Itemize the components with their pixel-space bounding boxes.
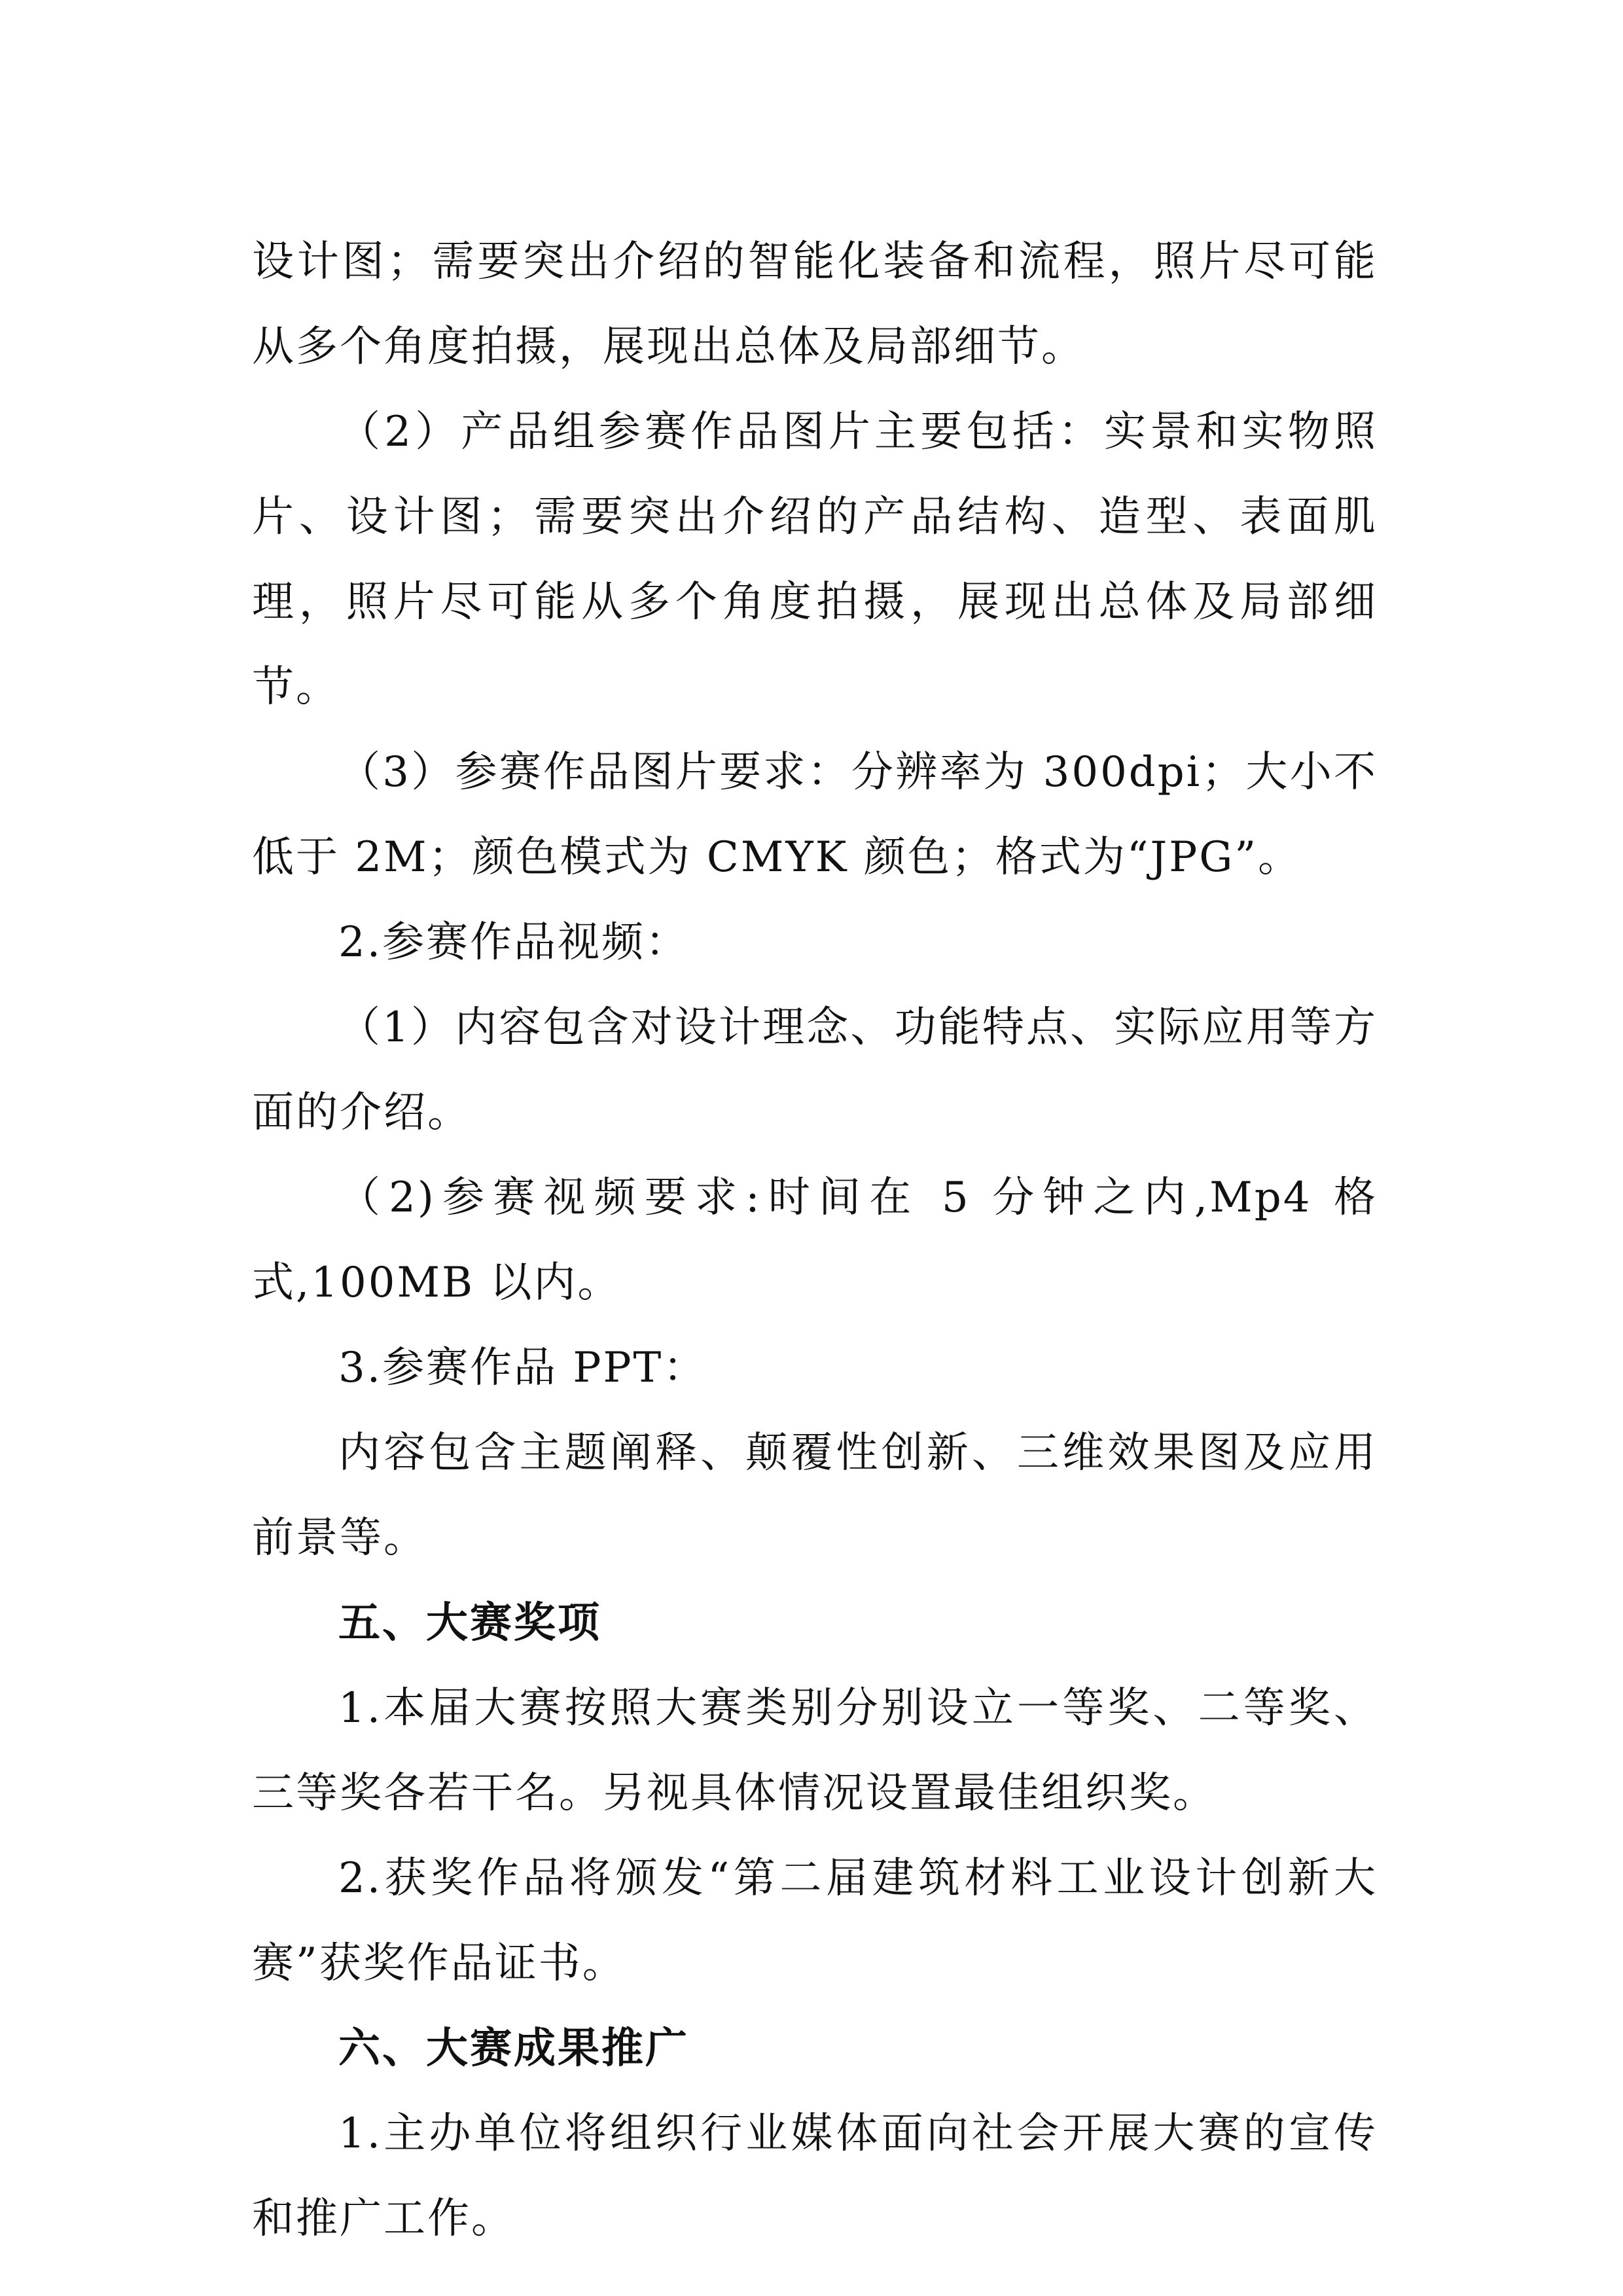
paragraph-video-content: （1）内容包含对设计理念、功能特点、实际应用等方面的介绍。 xyxy=(252,1003,1378,1137)
paragraph-image-requirements-continued: 设计图；需要突出介绍的智能化装备和流程，照片尽可能从多个角度拍摄，展现出总体及局部细节。 xyxy=(252,238,1378,371)
paragraph-awards-certificate: 2.获奖作品将颁发“第二届建筑材料工业设计创新大赛”获奖作品证书。 xyxy=(252,1854,1378,1988)
paragraph-image-format-requirements: （3）参赛作品图片要求：分辨率为 300dpi；大小不低于 2M；颜色模式为 CMYK 颜色；格式为“JPG”。 xyxy=(252,748,1378,882)
section-heading-promotion: 六、大赛成果推广 xyxy=(338,2024,689,2073)
section-heading-awards: 五、大赛奖项 xyxy=(338,1599,601,1647)
document-body xyxy=(252,219,1378,2261)
paragraph-ppt-content: 内容包含主题阐释、颠覆性创新、三维效果图及应用前景等。 xyxy=(252,1429,1378,1562)
paragraph-product-group-images: （2）产品组参赛作品图片主要包括：实景和实物照片、设计图；需要突出介绍的产品结构、造型、表面肌理，照片尽可能从多个角度拍摄，展现出总体及局部细节。 xyxy=(252,408,1378,711)
paragraph-promotion-media: 1.主办单位将组织行业媒体面向社会开展大赛的宣传和推广工作。 xyxy=(252,2109,1378,2243)
paragraph-awards-tiers: 1.本届大赛按照大赛类别分别设立一等奖、二等奖、三等奖各若干名。另视具体情况设置最佳组织奖。 xyxy=(252,1684,1378,1818)
paragraph-video-requirements: （2)参赛视频要求:时间在 5 分钟之内,Mp4 格式,100MB 以内。 xyxy=(252,1174,1378,1307)
paragraph-video-heading: 2.参赛作品视频： xyxy=(338,918,690,967)
paragraph-ppt-heading: 3.参赛作品 PPT： xyxy=(338,1344,707,1392)
